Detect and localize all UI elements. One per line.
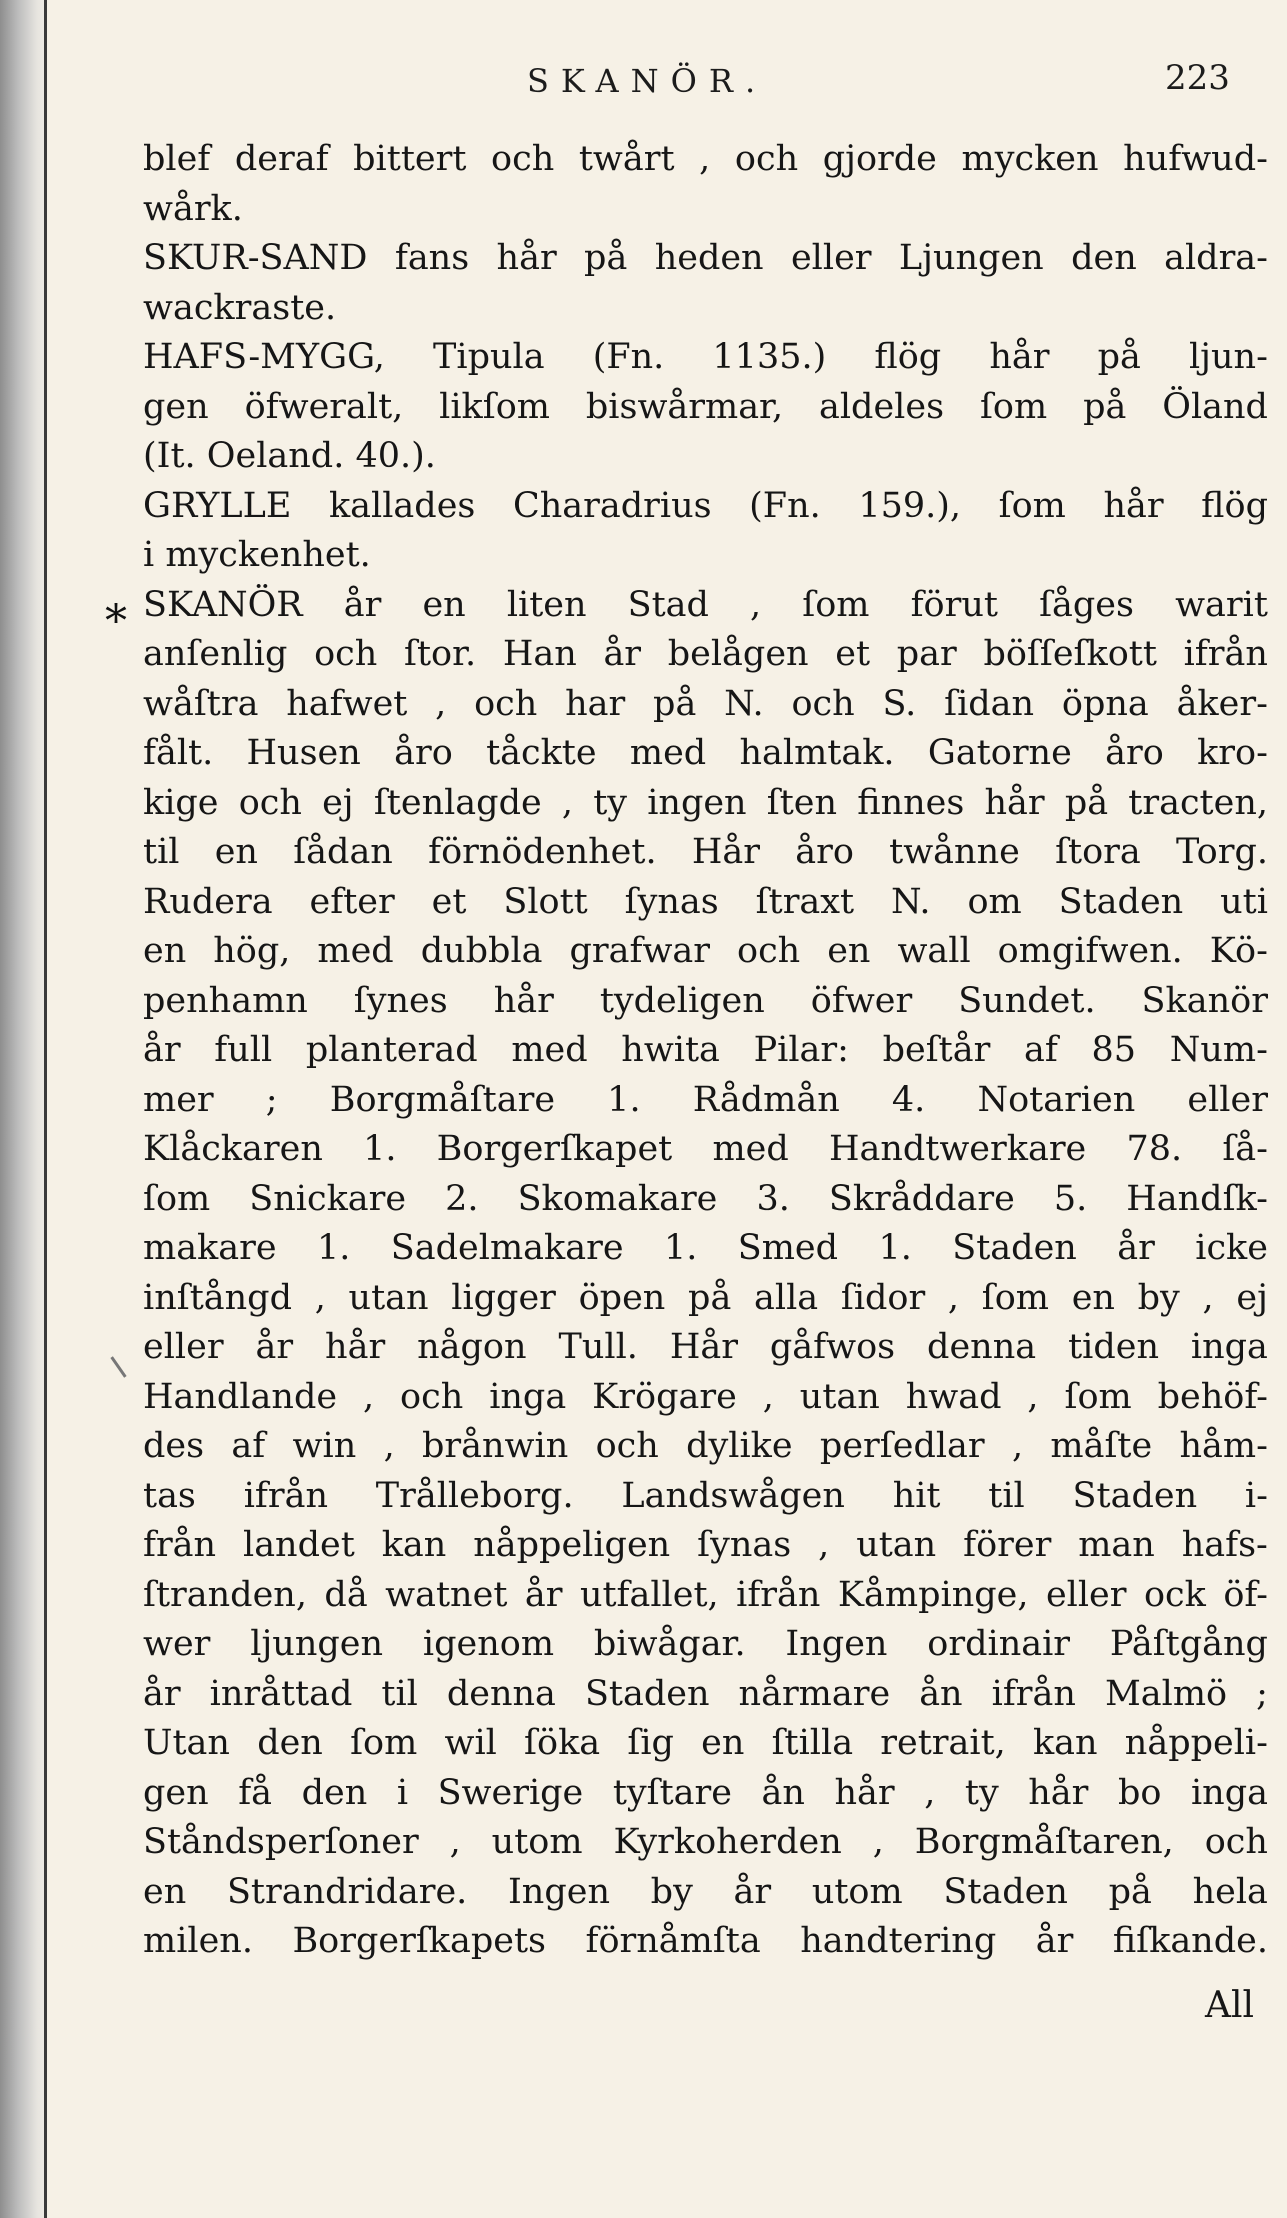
text-line: gen få den i Swerige tyſtare ån hår , ty hår bo inga	[143, 1772, 1268, 1813]
text-line: til en ſådan förnödenhet. Hår åro twånne ſtora Torg.	[143, 832, 1268, 872]
text-line: inſtångd , utan ligger öpen på alla ſidor , ſom en by , ej	[143, 1277, 1268, 1318]
text-line: wackraste.	[143, 287, 337, 328]
book-page	[47, 0, 1287, 2218]
text-line: wårk.	[143, 188, 243, 229]
text-line: blef deraf bittert och twårt , och gjorde mycken hufwud-	[143, 139, 1268, 179]
margin-asterisk: *	[105, 596, 127, 647]
margin-pen-mark	[110, 1356, 126, 1377]
text-line: GRYLLE kallades Charadrius (Fn. 159.), ſom hår flög	[143, 485, 1268, 526]
body-text	[143, 135, 1268, 1967]
text-line: Handlande , och inga Krögare , utan hwad , ſom behöf-	[143, 1376, 1268, 1417]
text-line: år full planterad med hwita Pilar: beſtår af 85 Num-	[143, 1030, 1268, 1070]
text-line: SKANÖR år en liten Stad , ſom förut ſåges warit	[143, 584, 1268, 625]
page-number: 223	[1165, 58, 1230, 98]
text-line: wåſtra hafwet , och har på N. och S. ſidan öpna åker-	[143, 683, 1268, 724]
text-line: SKUR-SAND fans hår på heden eller Ljungen den aldra-	[143, 238, 1268, 278]
text-line: Utan den ſom wil ſöka ſig en ſtilla retrait, kan nåppeli-	[143, 1723, 1268, 1763]
text-line: år inråttad til denna Staden nårmare ån ifrån Malmö ;	[143, 1673, 1268, 1714]
text-line: en Strandridare. Ingen by år utom Staden på hela	[143, 1871, 1268, 1912]
catchword: All	[1205, 1985, 1255, 2026]
text-line: milen. Borgerſkapets förnåmſta handtering år fiſkande.	[143, 1921, 1268, 1961]
text-line: (It. Oeland. 40.).	[143, 436, 436, 476]
text-line: Ståndsperſoner , utom Kyrkoherden , Borgmåſtaren, och	[143, 1822, 1268, 1862]
book-spine-shadow	[0, 0, 46, 2218]
text-line: kige och ej ſtenlagde , ty ingen ſten finnes hår på tracten,	[143, 782, 1268, 823]
text-line: från landet kan nåppeligen ſynas , utan förer man hafs-	[143, 1525, 1268, 1565]
text-line: makare 1. Sadelmakare 1. Smed 1. Staden år icke	[143, 1228, 1268, 1268]
text-line: ſtranden, då watnet år utfallet, ifrån Kåmpinge, eller ock öf-	[143, 1574, 1268, 1615]
text-line: ſom Snickare 2. Skomakare 3. Skråddare 5. Handſk-	[143, 1178, 1268, 1219]
running-header: SKANÖR.	[527, 62, 768, 100]
text-line: fålt. Husen åro tåckte med halmtak. Gatorne åro kro-	[143, 733, 1268, 773]
text-line: Klåckaren 1. Borgerſkapet med Handtwerkare 78. ſå-	[143, 1129, 1268, 1169]
text-line: mer ; Borgmåſtare 1. Rådmån 4. Notarien eller	[143, 1079, 1268, 1120]
text-line: penhamn ſynes hår tydeligen öfwer Sundet. Skanör	[143, 980, 1268, 1021]
text-line: i myckenhet.	[143, 535, 371, 575]
text-line: eller år hår någon Tull. Hår gåfwos denna tiden inga	[143, 1327, 1268, 1367]
text-line: en hög, med dubbla grafwar och en wall omgifwen. Kö-	[143, 931, 1268, 971]
text-line: HAFS-MYGG, Tipula (Fn. 1135.) flög hår på ljun-	[143, 337, 1268, 377]
text-line: tas ifrån Trålleborg. Landswågen hit til Staden i-	[143, 1475, 1268, 1516]
text-line: Rudera efter et Slott ſynas ſtraxt N. om Staden uti	[143, 881, 1268, 922]
text-line: anſenlig och ſtor. Han år belågen et par böſſeſkott ifrån	[143, 634, 1268, 674]
text-line: gen öfweralt, likſom biswårmar, aldeles ſom på Öland	[143, 386, 1268, 427]
text-line: wer ljungen igenom biwågar. Ingen ordinair Påſtgång	[143, 1624, 1268, 1664]
text-line: des af win , brånwin och dylike perſedlar , måſte håm-	[143, 1426, 1268, 1466]
